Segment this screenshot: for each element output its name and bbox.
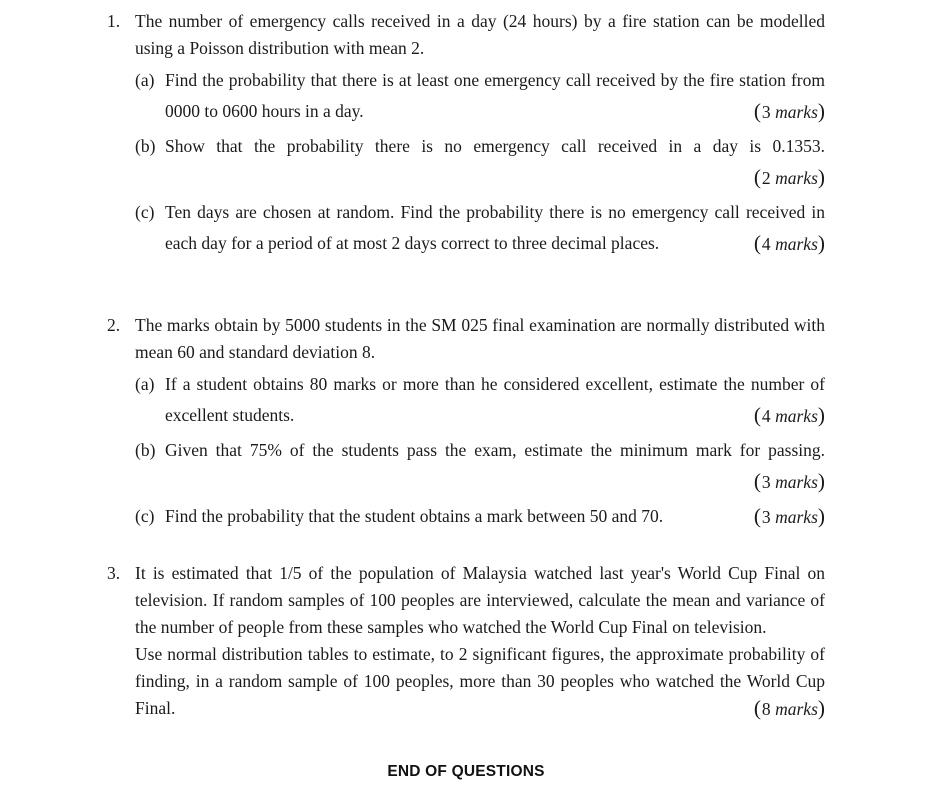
item-label: (b): [135, 440, 156, 460]
question-2-item-b: [135, 435, 825, 498]
item-text-content: Find the probability that the student obtains a mark between 50 and 70.: [165, 506, 664, 526]
question-3-paragraph-2-text: Use normal distribution tables to estimate, to 2 significant figures, the approximate probability of finding, in a random sample of 100 peoples, more than 30 peoples who watched the World Cup Final.: [135, 644, 825, 718]
item-text-content: If a student obtains 80 marks or more than he considered excellent, estimate the number of excellent students.: [165, 374, 825, 425]
question-3: [107, 560, 825, 723]
item-text-content: Show that the probability there is no emergency call received in a day is 0.1353.: [165, 136, 825, 156]
question-2: [107, 312, 825, 533]
question-3-number: 3.: [107, 563, 121, 583]
marks-badge: (4 marks): [753, 231, 825, 255]
question-1-body: [135, 8, 825, 260]
item-text: [165, 369, 825, 432]
question-2-number: 2.: [107, 315, 121, 335]
question-1-intro: The number of emergency calls received in a day (24 hours) by a fire station can be modelled using a Poisson distribution with mean 2.: [135, 11, 825, 58]
marks-badge: (2 marks): [753, 165, 825, 189]
item-label: (a): [135, 374, 155, 394]
question-2-item-a: [135, 369, 825, 432]
question-3-paragraph-1: It is estimated that 1/5 of the population of Malaysia watched last year's World Cup Final on television. If random samples of 100 peoples are interviewed, calculate the mean and variance of the number of people from these samples who watched the World Cup Final on television.: [135, 563, 825, 637]
question-3-body: [135, 560, 825, 723]
question-3-paragraph-2: [135, 641, 825, 723]
question-2-intro: The marks obtain by 5000 students in the SM 025 final examination are normally distributed with mean 60 and standard deviation 8.: [135, 315, 825, 362]
item-text: [165, 501, 825, 533]
question-1: [107, 8, 825, 260]
item-text: [165, 131, 825, 194]
marks-badge: (4 marks): [753, 403, 825, 427]
marks-badge: (8 marks): [753, 696, 825, 720]
question-1-item-a: [135, 65, 825, 128]
question-1-item-c: [135, 197, 825, 260]
item-text-content: Given that 75% of the students pass the exam, estimate the minimum mark for passing.: [165, 440, 825, 460]
item-text-content: Ten days are chosen at random. Find the probability there is no emergency call received in each day for a period of at most 2 days correct to three decimal places.: [165, 202, 825, 253]
marks-badge: (3 marks): [753, 504, 825, 528]
question-1-number: 1.: [107, 11, 121, 31]
item-text: [165, 435, 825, 498]
item-text-content: Find the probability that there is at least one emergency call received by the fire station from 0000 to 0600 hours in a day.: [165, 70, 825, 121]
item-label: (c): [135, 202, 155, 222]
end-of-questions-label: END OF QUESTIONS: [387, 763, 545, 780]
item-text: [165, 197, 825, 260]
question-2-item-c: [135, 501, 825, 533]
question-2-body: [135, 312, 825, 533]
item-text: [165, 65, 825, 128]
item-label: (b): [135, 136, 156, 156]
marks-badge: (3 marks): [753, 99, 825, 123]
question-1-item-b: [135, 131, 825, 194]
item-label: (a): [135, 70, 155, 90]
marks-badge: (3 marks): [753, 469, 825, 493]
item-label: (c): [135, 506, 155, 526]
